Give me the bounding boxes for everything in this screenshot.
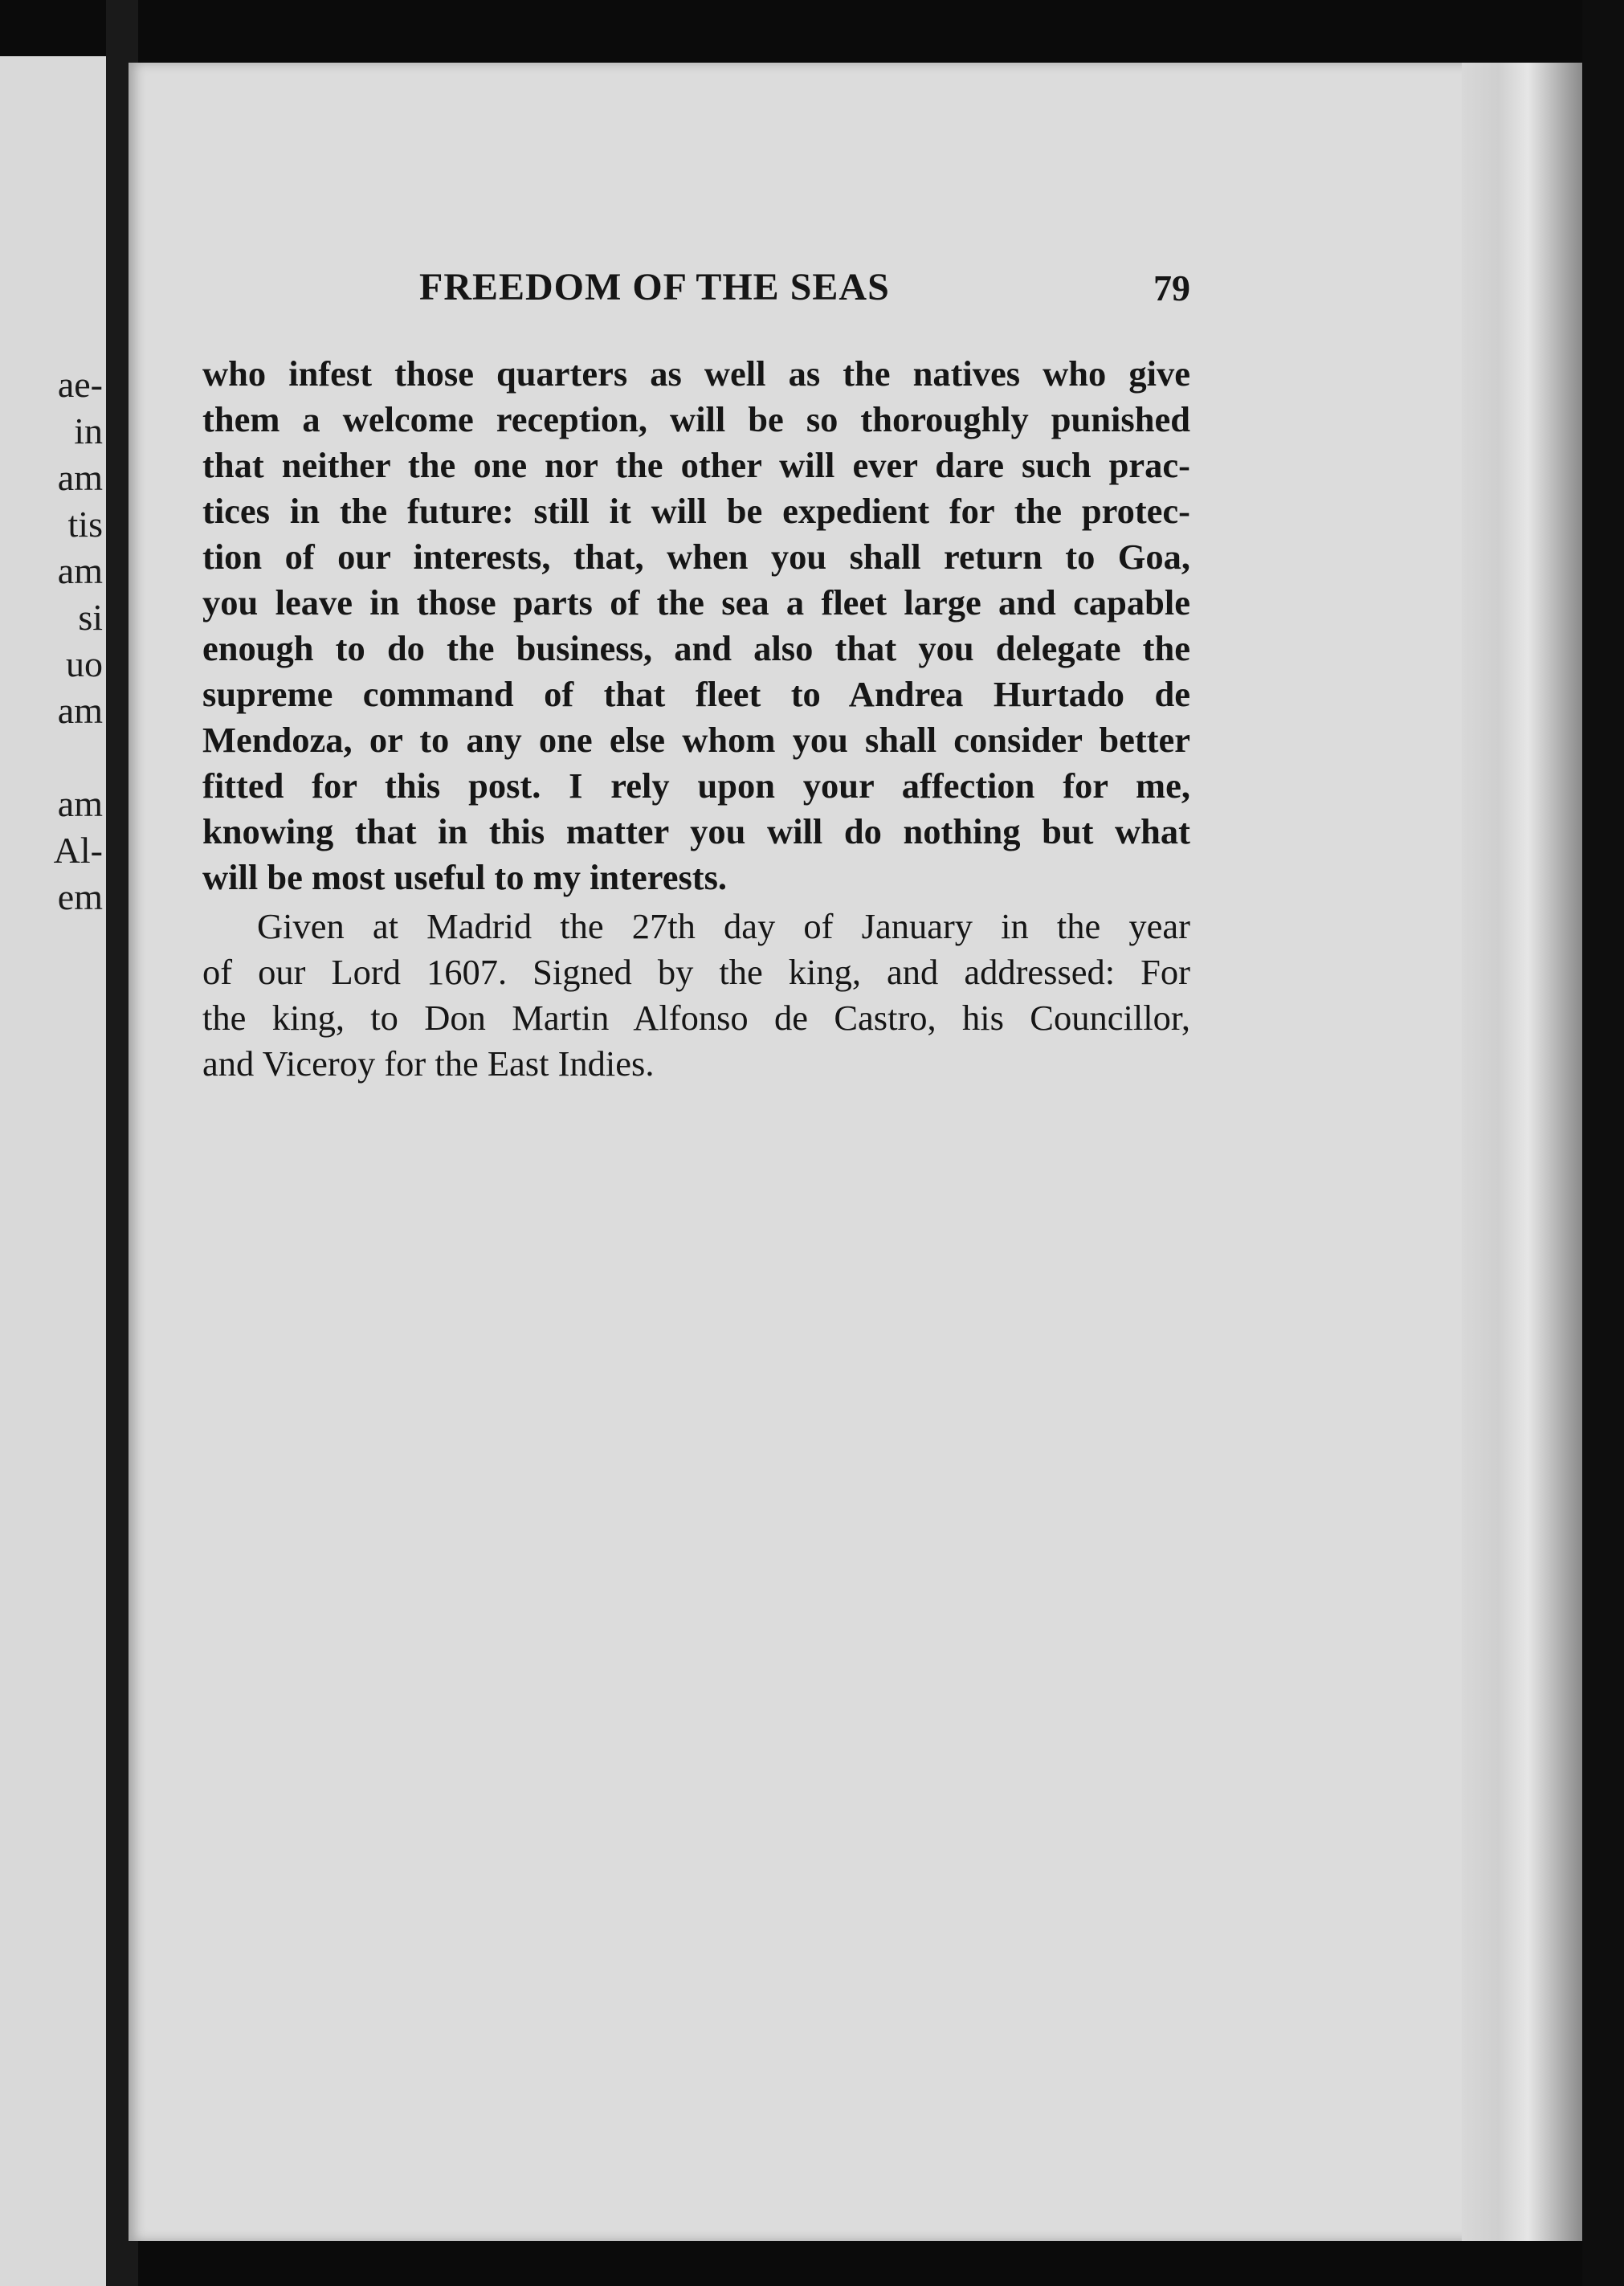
text-line: of our Lord 1607. Signed by the king, and addressed: For bbox=[202, 952, 1190, 992]
page-stack-edge bbox=[1462, 63, 1582, 2241]
text-line: and Viceroy for the East Indies. bbox=[202, 1043, 655, 1084]
previous-page-fragment: am bbox=[57, 550, 103, 591]
previous-page-fragment: tis bbox=[67, 504, 103, 545]
previous-page-fragment bbox=[0, 734, 103, 781]
paragraph bbox=[202, 904, 1190, 1087]
previous-page-text-fragments bbox=[0, 361, 103, 921]
page-number: 79 bbox=[1153, 267, 1190, 308]
previous-page-fragment: ae- bbox=[57, 364, 103, 405]
text-line: Mendoza, or to any one else whom you shall consider better bbox=[202, 720, 1190, 760]
body-text bbox=[202, 351, 1190, 1087]
text-line: who infest those quarters as well as the natives who give bbox=[202, 353, 1190, 394]
paragraph bbox=[202, 351, 1190, 900]
text-line: tices in the future: still it will be expedient for the protec- bbox=[202, 491, 1190, 531]
text-line: will be most useful to my interests. bbox=[202, 857, 728, 897]
previous-page-fragment: Al- bbox=[53, 830, 103, 871]
previous-page-fragment: am bbox=[57, 457, 103, 498]
text-line: tion of our interests, that, when you shall return to Goa, bbox=[202, 537, 1190, 577]
previous-page-fragment: am bbox=[57, 783, 103, 824]
running-title: FREEDOM OF THE SEAS bbox=[419, 266, 890, 308]
text-line: knowing that in this matter you will do nothing but what bbox=[202, 811, 1190, 851]
running-head bbox=[202, 265, 1190, 329]
previous-page-fragment: am bbox=[57, 690, 103, 731]
previous-page-edge bbox=[0, 56, 106, 2286]
scan-background bbox=[1582, 0, 1624, 2286]
text-line: Given at Madrid the 27th day of January in the year bbox=[257, 906, 1190, 946]
text-line: you leave in those parts of the sea a fleet large and capable bbox=[202, 582, 1190, 623]
previous-page-fragment: si bbox=[78, 597, 103, 638]
text-line: the king, to Don Martin Alfonso de Castro, his Councillor, bbox=[202, 998, 1190, 1038]
text-line: them a welcome reception, will be so thoroughly punished bbox=[202, 399, 1190, 439]
text-line: supreme command of that fleet to Andrea Hurtado de bbox=[202, 674, 1190, 714]
previous-page-fragment: in bbox=[74, 410, 103, 451]
text-line: fitted for this post. I rely upon your affection for me, bbox=[202, 765, 1190, 806]
text-line: that neither the one nor the other will ever dare such prac- bbox=[202, 445, 1190, 485]
previous-page-fragment: em bbox=[57, 876, 103, 917]
previous-page-fragment: uo bbox=[66, 643, 103, 684]
text-line: enough to do the business, and also that you delegate the bbox=[202, 628, 1190, 668]
